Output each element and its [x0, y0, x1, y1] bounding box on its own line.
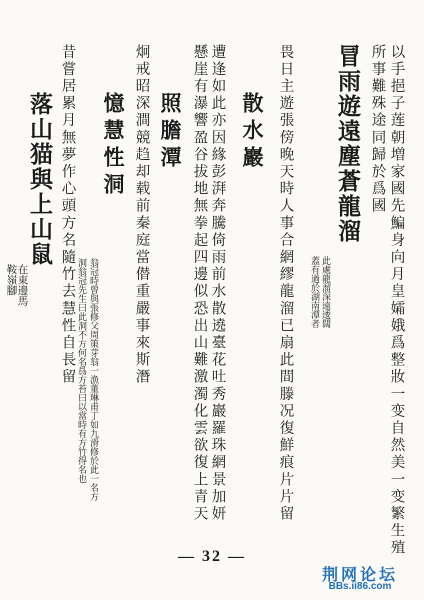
poem-huixing-dong: 昔嘗居累月無夢作心頭方名隨竹去慧性自長留 — [59, 44, 76, 386]
poem-line-1: 以手挹子莲朝増家國先鯿身向月皇孀娥爲整妝一变自然美一变繁生殖 — [388, 44, 405, 557]
poem-line-2: 所事難殊途同歸於爲國 — [369, 44, 386, 215]
heading-sanshui-yan: 散水巖 — [240, 92, 265, 173]
watermark-url: BBs.ii86.com — [328, 581, 392, 592]
watermark-name: 荆网论坛 — [321, 565, 398, 584]
note-huixing-dong-2: 洞翁冠先生曰此洞不方何名爲方苔曰以當時有方竹得名也 — [76, 258, 86, 483]
poem-sanshui-yan-1: 遭逢如此亦因緣彭湃奔騰倚雨前水散遶臺花吐秀巖羅珠網景加妍 — [209, 44, 226, 523]
note-cangong-liu-2: 蓋有過於湖南潭者 — [309, 256, 319, 328]
poem-sanshui-yan-2: 懸崖有瀑響盈谷拔地無拳起四邊似恐出山難激濁化雲欲復上青天 — [191, 44, 208, 523]
note-huixing-dong-1: 翁冠時曾與張修父周策芽翁一漁董琳甫丁如九滑修於此一名方 — [88, 258, 98, 501]
poem-cangong-liu: 畏日主遊張傍晚天時人事合網繆龍溜已扇此間滕况復鮮痕片片留 — [277, 44, 294, 523]
page-number: — 32 — — [178, 548, 246, 565]
heading-zhaodan-tan: 照膽潭 — [158, 92, 183, 173]
title-canglong-liu: 冒雨遊遠塵蒼龍溜 — [334, 44, 361, 244]
poem-zhaodan-tan: 炯戒昭深澗競趋却载前秦庭當僣重嚴事來斯潛 — [133, 44, 150, 386]
note-cangong-liu-1: 此處龍溜深遠逶闊 — [320, 256, 330, 328]
note-cat-mouse-2: 鞍嶺腳 — [5, 264, 18, 296]
title-cat-mouse: 落山猫與上山鼠 — [26, 92, 53, 267]
watermark-logo — [300, 562, 420, 596]
heading-huixing-dong: 憶慧性洞 — [101, 92, 126, 200]
note-cat-mouse-1: 在東邊馬 — [16, 264, 29, 306]
